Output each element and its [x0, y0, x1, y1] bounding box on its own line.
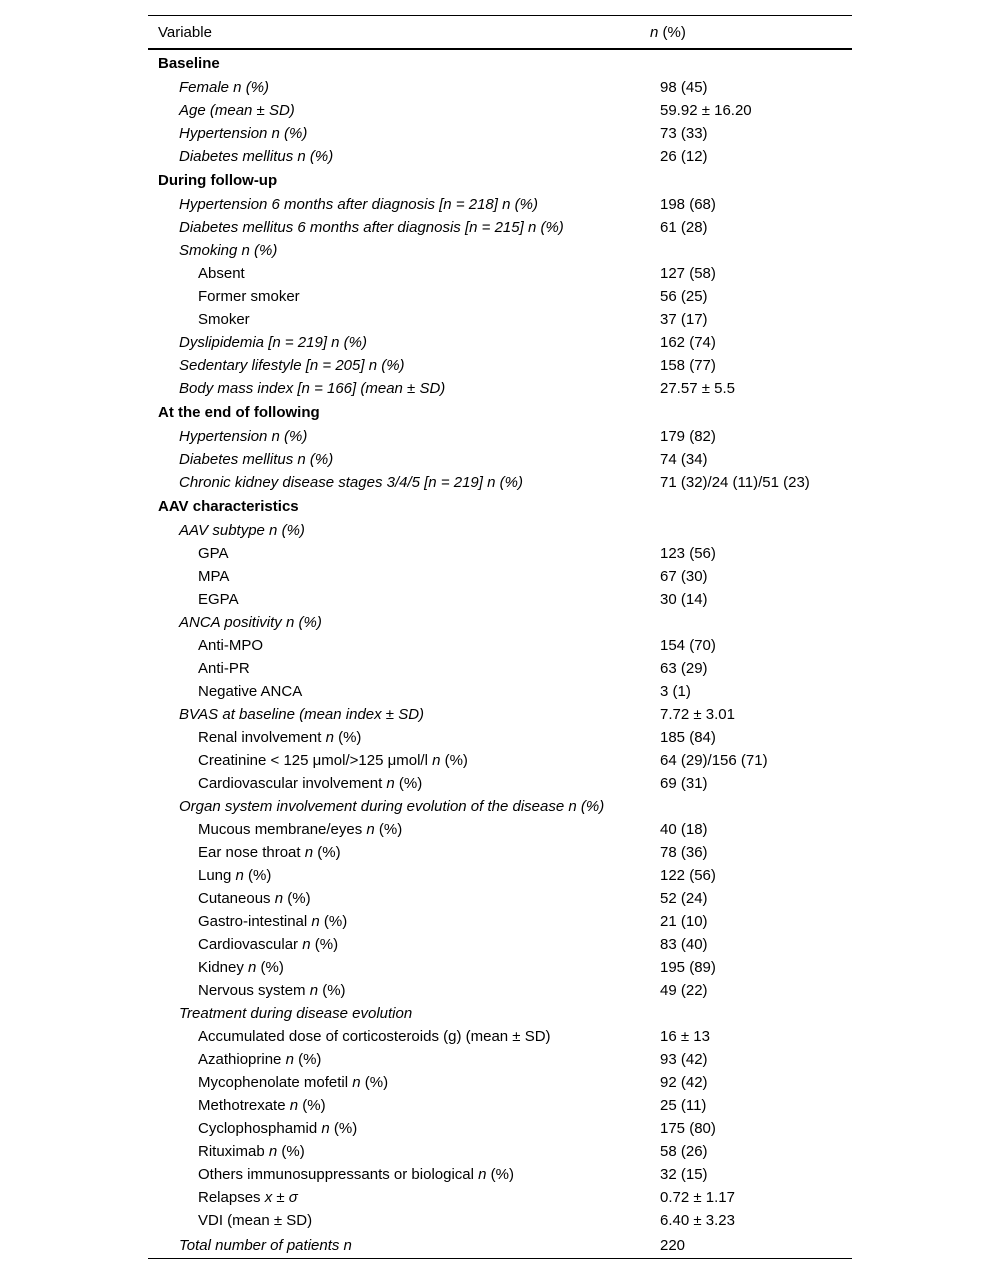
row-label-part: n: [274, 890, 284, 907]
row-label: [148, 102, 660, 119]
row-value: 25 (11): [660, 1097, 707, 1114]
row-label: [148, 867, 660, 884]
table-row: [148, 145, 852, 168]
table-row: [148, 657, 852, 680]
row-label: [148, 683, 660, 700]
row-label-part: Gastro-intestinal: [198, 913, 312, 930]
row-label: [148, 1051, 660, 1068]
table-row: [148, 611, 852, 634]
row-value: 21 (10): [660, 913, 708, 930]
row-label-part: Mycophenolate mofetil: [198, 1074, 353, 1091]
row-label: [148, 522, 660, 539]
table-row: [148, 818, 852, 841]
table-row: [148, 308, 852, 331]
row-label-part: Total number of patients n: [179, 1236, 352, 1254]
table-row: [148, 331, 852, 354]
row-value: 162 (74): [660, 334, 716, 351]
row-label: [148, 568, 660, 585]
row-label-part: (%): [256, 959, 284, 976]
row-label-part: n: [235, 867, 244, 884]
row-label-part: n: [366, 821, 375, 838]
row-value: 52 (24): [660, 890, 708, 907]
row-label: [148, 936, 660, 953]
row-label-part: Accumulated dose of corticosteroids (g) (mean ± SD): [198, 1028, 551, 1045]
section-heading-row: [148, 494, 852, 519]
table-row: [148, 1163, 852, 1186]
table-row: [148, 795, 852, 818]
header-value: [650, 24, 842, 41]
row-label-part: Organ system involvement during evolution of the disease n (%): [179, 798, 605, 815]
row-label: [148, 404, 660, 421]
row-label: [148, 1005, 660, 1022]
row-label-part: (%): [277, 1143, 305, 1160]
section-heading-row: [148, 51, 852, 76]
row-label: [148, 357, 660, 374]
row-label: [148, 79, 660, 96]
row-label: [148, 172, 660, 189]
row-label-part: n: [268, 1143, 278, 1160]
table-row: [148, 864, 852, 887]
row-label-part: n: [248, 959, 257, 976]
table-row: [148, 377, 852, 400]
row-label: [148, 729, 660, 746]
row-label: [148, 752, 660, 769]
row-label: [148, 311, 660, 328]
row-label-part: Negative ANCA: [198, 683, 303, 700]
row-label-part: n: [285, 1051, 294, 1068]
row-label-part: n: [289, 1097, 299, 1114]
row-value: 220: [660, 1236, 686, 1254]
row-value: 61 (28): [660, 219, 708, 236]
row-label: [148, 982, 660, 999]
row-value: 30 (14): [660, 591, 708, 608]
row-label-part: AAV characteristics: [158, 498, 299, 515]
row-label-part: Creatinine < 125 μmol/>125 μmol/l: [198, 752, 433, 769]
table-row: [148, 1025, 852, 1048]
table-header: [148, 16, 852, 50]
table-row: [148, 841, 852, 864]
row-value: 175 (80): [660, 1120, 716, 1137]
row-label-part: Sedentary lifestyle [n = 205] n (%): [179, 357, 405, 374]
table-row: [148, 634, 852, 657]
header-value-n: n: [650, 23, 659, 41]
table-row: [148, 1048, 852, 1071]
row-value: 69 (31): [660, 775, 708, 792]
row-value: 67 (30): [660, 568, 708, 585]
row-label: [148, 591, 660, 608]
row-label: [148, 821, 660, 838]
section-heading-row: [148, 168, 852, 193]
row-value: 179 (82): [660, 428, 716, 445]
table-row: [148, 749, 852, 772]
row-label: [148, 706, 660, 723]
table-row: [148, 354, 852, 377]
table-row: [148, 216, 852, 239]
row-label-part: (%): [486, 1166, 514, 1183]
row-value: 0.72 ± 1.17: [660, 1189, 735, 1206]
row-label-part: n: [432, 752, 441, 769]
table-row: [148, 910, 852, 933]
row-label-part: Diabetes mellitus n (%): [179, 451, 334, 468]
row-label-part: n: [321, 1120, 330, 1137]
row-label-part: n: [304, 844, 314, 861]
row-label: [148, 55, 660, 72]
row-label: [148, 1166, 660, 1183]
row-value: 127 (58): [660, 265, 716, 282]
row-label: [148, 798, 660, 815]
row-value: 26 (12): [660, 148, 708, 165]
row-value: 78 (36): [660, 844, 708, 861]
row-label-part: Diabetes mellitus n (%): [179, 148, 334, 165]
row-label: [148, 1189, 660, 1206]
row-label-part: n: [386, 775, 395, 792]
row-value: 198 (68): [660, 196, 716, 213]
row-value: 122 (56): [660, 867, 716, 884]
row-label-part: n: [309, 982, 319, 999]
row-label-part: Cardiovascular: [198, 936, 303, 953]
row-label-part: EGPA: [198, 591, 239, 608]
row-label-part: Baseline: [158, 55, 220, 72]
row-label-part: Kidney: [198, 959, 249, 976]
row-label-part: (%): [243, 867, 272, 884]
table-row: [148, 448, 852, 471]
row-label-part: n: [311, 913, 320, 930]
row-label: [148, 498, 660, 515]
row-label: [148, 334, 660, 351]
row-label-part: Mucous membrane/eyes: [198, 821, 367, 838]
table-row: [148, 1094, 852, 1117]
row-label-part: Age (mean ± SD): [179, 102, 295, 119]
row-label-part: (%): [394, 775, 423, 792]
row-label-part: x ± σ: [264, 1189, 298, 1206]
row-label-part: (%): [283, 890, 311, 907]
row-label-part: (%): [298, 1097, 326, 1114]
row-label: [148, 148, 660, 165]
row-label-part: Relapses: [198, 1189, 265, 1206]
row-value: 185 (84): [660, 729, 716, 746]
table-row: [148, 262, 852, 285]
row-label-part: Treatment during disease evolution: [179, 1005, 413, 1022]
table-row: [148, 726, 852, 749]
row-label-part: Anti-MPO: [198, 637, 264, 654]
row-value: 7.72 ± 3.01: [660, 706, 735, 723]
row-value: 63 (29): [660, 660, 708, 677]
table-row: [148, 76, 852, 99]
row-label-part: Renal involvement: [198, 729, 326, 746]
row-label-part: Ear nose throat: [198, 844, 305, 861]
table-row: [148, 703, 852, 726]
row-value: 123 (56): [660, 545, 716, 562]
row-label-part: (%): [313, 844, 341, 861]
row-label-part: (%): [360, 1074, 389, 1091]
table-row: [148, 193, 852, 216]
row-label-part: GPA: [198, 545, 229, 562]
row-label-part: Female n (%): [179, 79, 270, 96]
row-label: [148, 913, 660, 930]
row-label-part: At the end of following: [158, 404, 320, 421]
header-variable: Variable: [158, 23, 212, 41]
row-value: 158 (77): [660, 357, 716, 374]
row-label: [148, 265, 660, 282]
row-label-part: (%): [293, 1051, 322, 1068]
row-label: [148, 614, 660, 631]
row-label-part: (%): [329, 1120, 358, 1137]
row-label-part: Dyslipidemia [n = 219] n (%): [179, 334, 367, 351]
table-row: [148, 239, 852, 262]
row-label-part: Methotrexate: [198, 1097, 290, 1114]
row-label-part: Body mass index [n = 166] (mean ± SD): [179, 380, 446, 397]
table-row: [148, 542, 852, 565]
row-value: 98 (45): [660, 79, 708, 96]
row-label-part: Cardiovascular involvement: [198, 775, 387, 792]
row-value: 27.57 ± 5.5: [660, 380, 735, 397]
row-label-part: Others immunosuppressants or biological: [198, 1166, 479, 1183]
row-label-part: Absent: [198, 265, 245, 282]
row-label: [148, 1212, 660, 1229]
total-row: [148, 1232, 852, 1259]
table-row: [148, 1140, 852, 1163]
row-label: [148, 1120, 660, 1137]
row-value: 58 (26): [660, 1143, 708, 1160]
row-label-part: (%): [374, 821, 403, 838]
row-value: 195 (89): [660, 959, 716, 976]
row-label-part: Cyclophosphamid: [198, 1120, 322, 1137]
row-label: [148, 775, 660, 792]
row-label-part: Hypertension 6 months after diagnosis [n = 218] n (%): [179, 196, 538, 213]
row-label: [148, 1143, 660, 1160]
row-label-part: Cutaneous: [198, 890, 275, 907]
row-label-part: Anti-PR: [198, 660, 250, 677]
row-value: 93 (42): [660, 1051, 708, 1068]
row-value: 71 (32)/24 (11)/51 (23): [660, 474, 810, 491]
row-label-part: During follow-up: [158, 172, 278, 189]
row-label-part: Former smoker: [198, 288, 300, 305]
table-row: [148, 1209, 852, 1232]
row-label: [148, 637, 660, 654]
row-label-part: Chronic kidney disease stages 3/4/5 [n = 219] n (%): [179, 474, 523, 491]
row-label: [148, 890, 660, 907]
row-label-part: (%): [440, 752, 468, 769]
row-value: 64 (29)/156 (71): [660, 752, 768, 769]
table-row: [148, 956, 852, 979]
row-label-part: (%): [318, 982, 346, 999]
table-row: [148, 519, 852, 542]
row-label-part: VDI (mean ± SD): [198, 1212, 313, 1229]
table-row: [148, 122, 852, 145]
table-row: [148, 933, 852, 956]
row-label: [148, 380, 660, 397]
row-label-part: Hypertension n (%): [179, 428, 308, 445]
row-label-part: Hypertension n (%): [179, 125, 308, 142]
row-label-part: Azathioprine: [198, 1051, 286, 1068]
row-value: 92 (42): [660, 1074, 708, 1091]
row-label-part: n: [478, 1166, 487, 1183]
table-row: [148, 1071, 852, 1094]
row-label-part: Smoker: [198, 311, 250, 328]
table-row: [148, 99, 852, 122]
row-label-part: n: [325, 729, 334, 746]
table-row: [148, 680, 852, 703]
row-label: [148, 428, 660, 445]
row-label-part: Lung: [198, 867, 236, 884]
row-label: [148, 660, 660, 677]
row-label: [148, 242, 660, 259]
row-label: [148, 288, 660, 305]
table-row: [148, 887, 852, 910]
row-value: 3 (1): [660, 683, 691, 700]
table-row: [148, 1002, 852, 1025]
row-value: 154 (70): [660, 637, 716, 654]
row-label-part: MPA: [198, 568, 230, 585]
row-label: [148, 959, 660, 976]
table-row: [148, 565, 852, 588]
table-row: [148, 1186, 852, 1209]
row-label-part: Diabetes mellitus 6 months after diagnosis [n = 215] n (%): [179, 219, 564, 236]
row-label: [148, 545, 660, 562]
row-label-part: Smoking n (%): [179, 242, 278, 259]
header-value-pct: (%): [658, 23, 686, 41]
row-label: [148, 1028, 660, 1045]
row-label: [148, 451, 660, 468]
row-label-part: (%): [333, 729, 362, 746]
section-heading-row: [148, 400, 852, 425]
table-row: [148, 772, 852, 795]
table-row: [148, 285, 852, 308]
row-value: 49 (22): [660, 982, 708, 999]
table-row: [148, 425, 852, 448]
row-label: [148, 1237, 660, 1254]
row-label: [148, 474, 660, 491]
row-label-part: n: [302, 936, 311, 953]
row-label-part: Nervous system: [198, 982, 310, 999]
row-label: [148, 844, 660, 861]
row-label-part: n: [352, 1074, 361, 1091]
row-value: 16 ± 13: [660, 1028, 710, 1045]
row-value: 32 (15): [660, 1166, 708, 1183]
row-value: 73 (33): [660, 125, 708, 142]
row-label: [148, 1097, 660, 1114]
table-row: [148, 471, 852, 494]
row-label: [148, 196, 660, 213]
row-value: 40 (18): [660, 821, 708, 838]
row-label-part: (%): [310, 936, 339, 953]
row-label-part: AAV subtype n (%): [179, 522, 305, 539]
row-label: [148, 219, 660, 236]
characteristics-table: [148, 15, 852, 1259]
table-row: [148, 588, 852, 611]
row-label-part: (%): [319, 913, 348, 930]
row-label-part: ANCA positivity n (%): [179, 614, 322, 631]
row-label-part: Rituximab: [198, 1143, 269, 1160]
row-label: [148, 1074, 660, 1091]
row-label-part: BVAS at baseline (mean index ± SD): [179, 706, 425, 723]
row-value: 59.92 ± 16.20: [660, 102, 752, 119]
table-row: [148, 1117, 852, 1140]
row-value: 6.40 ± 3.23: [660, 1212, 735, 1229]
row-label: [148, 125, 660, 142]
table-body: [148, 50, 852, 1259]
row-value: 37 (17): [660, 311, 708, 328]
row-value: 74 (34): [660, 451, 708, 468]
table-row: [148, 979, 852, 1002]
row-value: 83 (40): [660, 936, 708, 953]
row-value: 56 (25): [660, 288, 708, 305]
